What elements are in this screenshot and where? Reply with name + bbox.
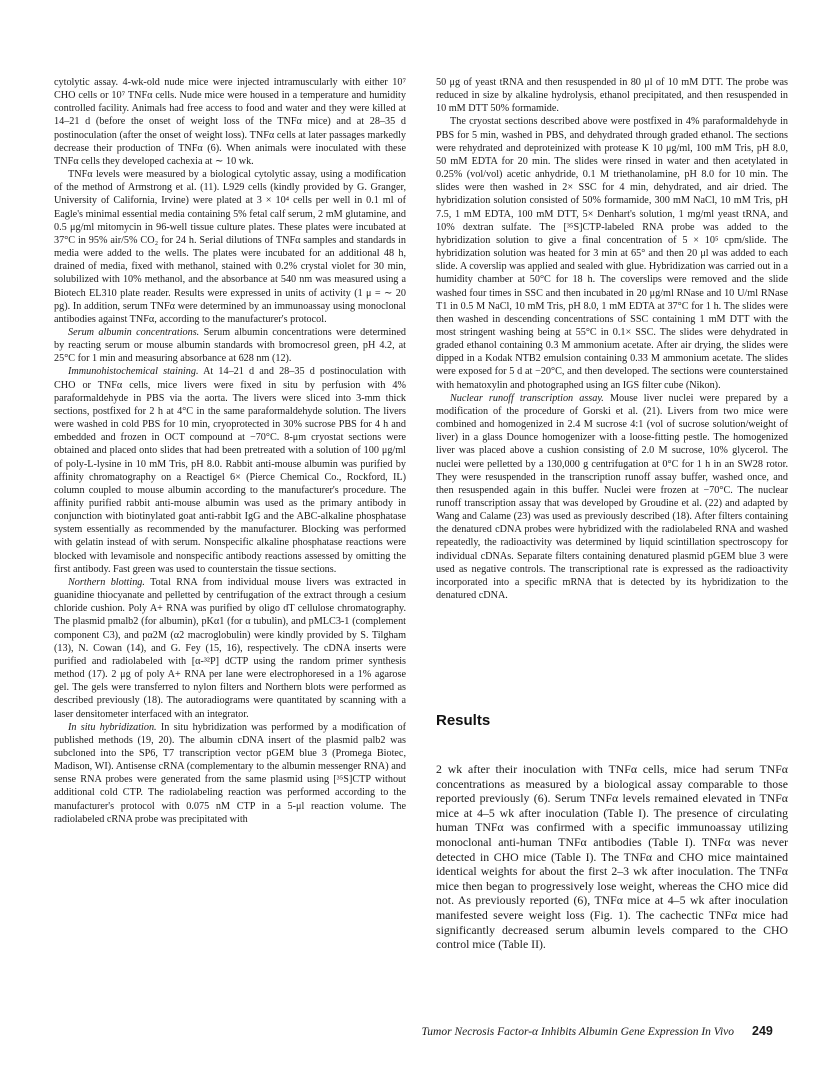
section-text-immunohistochemistry: At 14–21 d and 28–35 d postinoculation with CHO or TNFα cells, mice livers were fixed in situ by perfusion with 4% paraformaldehyde in PBS via the aorta. The livers were sliced into 3-mm thick sections, postfixed for 2 h at 4°C in the same paraformaldehyde solution. The livers were washed in cold PBS for 10 min, cryoprotected in 30% sucrose PBS for 4 h and embedded and frozen in OCT compound at −70°C. 8-μm cryostat sections were obtained and placed onto slides that had been pretreated with a solution of 100 μg/ml of poly-L-lysine in 10 mM Tris, pH 8.0. Rabbit anti-mouse albumin was purified by affinity chromatography on a Reactigel 6× (Pierce Chemical Co., Rockford, IL) column coupled to mouse albumin according to the manufacturer's procedure. The affinity purified rabbit anti-mouse albumin was used as the primary antibody in conjunction with biotinylated goat anti-rabbit IgG and the ABC-alkaline phosphatase system essentially as recommended by the manufacturer. Blocking was performed with gelatin instead of with serum. Nonspecific alkaline phosphatase reactions were blocked with levamisole and nonspecific antibody reactions assessed by omitting the first antibody. Fast green was used to counterstain the tissue sections. [54,366,406,575]
section-text-in-situ: In situ hybridization was performed by a modification of published methods (19, 20). The albumin cDNA insert of the plasmid palb2 was subcloned into the SP6, T7 transcription vector pGEM blue 3 (Promega Biotec, Madison, WI). Antisense cRNA (complementary to the albumin messenger RNA) and sense RNA probes were generated from the same plasmid using [³⁵S]CTP without additional cold CTP. The radiolabeling reaction was performed according to the manufacturer's protocol with 0.075 nM CTP in a 5-μl reaction volume. The radiolabeled cRNA probe was precipitated with [54,721,406,825]
section-text-nuclear-runoff: Mouse liver nuclei were prepared by a modification of the procedure of Gorski et al. (21). Livers from two mice were combined and homogenized in 2.4 M sucrose 4:1 (vol of sucrose solution/weight of liver) in a glass Dounce homogenizer with a loose-fitting pestle. The homogenized liver was placed above a cushion consisting of 2.0 M sucrose, 10% glycerol. The nuclei were pelletted by a 130,000 g centrifugation at 0°C for 1 h in an SW28 rotor. They were resuspended in the transcription runoff assay buffer, washed once, and then resuspended again in this buffer. Nuclei were frozen at −70°C. The nuclear runoff transcription assay that was developed by Groudine et al. (22) and adapted by Wang and Calame (23) was used as previously described (18). After filters containing the denatured cDNA probes were hybridized with the radiolabeled RNA and washed repeatedly, the radioactivity was determined by liquid scintillation spectroscopy for individual cDNAs. Separate filters containing denatured plasmid pGEM blue 3 were used as negative controls. The transcriptional rate is expressed as the radioactivity incorporated into a specific mRNA that is detected by its hybridization to the denatured cDNA. [436,392,788,602]
section-text-northern-blotting: Total RNA from individual mouse livers was extracted in guanidine thiocyanate and pelletted by centrifugation of the extract through a cesium chloride cushion. Poly A+ RNA was purified by oligo dT cellulose chromatography. The plasmid pmalb2 (for albumin), pKα1 (for α tubulin), and pMLC3-1 (complement component C3), and pα2M (α2 macroglobulin) were kindly provided by S. Tilgham (13), N. Cowan (14), and G. Fey (15, 16), respectively. The cDNA inserts were purified and radiolabeled with [α-³²P] dCTP using the random primer synthesis method (17). 2 μg of poly A+ RNA per lane were electrophoresed in a 1% agarose gel. The gels were transferred to nylon filters and Northern blots were performed as described previously (18). The autoradiograms were quantitated by scanning with a laser densitometer interfaced with an integrator. [54,576,406,720]
results-paragraph: 2 wk after their inoculation with TNFα cells, mice had serum TNFα concentrations as measured by a biological assay comparable to those reported previously (6). Serum TNFα levels remained elevated in TNFα mice at 4–5 wk after inoculation (Table I). The presence of circulating human TNFα was confirmed with a specific immunoassay utilizing monoclonal anti-human TNFα antibodies (Table I). TNFα was never detected in CHO mice (Table I). The TNFα and CHO mice maintained identical weights for about the first 2–3 wk after inoculation. The TNFα mice then began to progressively lose weight, whereas the CHO mice did not. As previously reported (6), TNFα mice at 4–5 wk after inoculation manifested severe weight loss (Fig. 1). The cachectic TNFα mice had significantly decreased serum albumin levels compared to the CHO control mice (Table II). [436,762,788,952]
section-heading-nuclear-runoff: Nuclear runoff transcription assay. [450,392,604,404]
methods-section-northern-blotting [54,576,406,721]
left-column [54,76,406,826]
right-column [436,76,788,602]
methods-paragraph-hybridization: The cryostat sections described above were postfixed in 4% paraformaldehyde in PBS for 5 min, washed in PBS, and dehydrated through graded ethanol. The sections were rehydrated and deproteinized with protease K 10 μg/ml, 100 mM Tris, pH 8.0, 50 mM EDTA for 20 min. The slides were rinsed in water and then acetylated in 0.25% (vol/vol) acetic anhydride, 0.1 M triethanolamine, pH 8.0 for 10 min. The slides were then washed in 2× SSC for 4 min, dehydrated, and air dried. The hybridization solution consisted of 50% formamide, 300 mM NaCl, 10 mM Tris, pH 7.5, 1 mM EDTA, 100 mM DTT, 5× Denhart's solution, 1 mg/ml yeast tRNA, and 10% dextran sulfate. The [³⁵S]CTP-labeled RNA probe was added to the hybridization solution to give a final concentration of 5 × 10⁵ cpm/slide. The hybridization solution was heated for 3 min at 65° and then 20 μl was added to each slide. A coverslip was applied and sealed with glue. Hybridization was carried out in a humidity chamber at 50°C for 18 h. The coverslips were removed and the slide washed four times in SSC and then incubated in 20 μg/ml RNase and 10 U/ml RNase T1 in 0.5 M NaCl, 10 mM Tris, pH 8.0, 1 mM EDTA at 37°C for 1 h. The slides were then washed in descending concentrations of SSC containing 1 mM DTT with the most stringent washing being at 55°C in 0.1× SSC. The slides were dehydrated in graded ethanol containing 0.3 M ammonium acetate. After air drying, the slides were dipped in a Kodak NTB2 emulsion containing 0.33 M ammonium acetate. The slides were exposed for 5 d at −20°C, and then developed. The sections were counterstained with hematoxylin and photographed using an IGS filter cube (Nikon). [436,116,788,391]
methods-section-immunohistochemistry [54,365,406,576]
methods-paragraph-tnf-assay: TNFα levels were measured by a biological cytolytic assay, using a modification of the method of Armstrong et al. (11). L929 cells (kindly provided by G. Granger, University of California, Irvine) were plated at 3 × 10⁴ cells per well in 0.1 ml of Eagle's minimal essential media containing 5% fetal calf serum, 2 mM glutamine, and 0.5 μg/ml mitomycin in 96-well tissue culture plates. These plates were incubated at 37°C in 95% air/5% CO₂ for 24 h. Serial dilutions of TNFα samples and standards in media were added to the wells. The plates were incubated for an additional 48 h, drained of media, fixed with methanol, stained with 0.2% crystal violet for 30 min, solubilized with 10% methanol, and the absorbance at 540 nm was measured using a Biotech EL310 plate reader. Results were expressed in units of activity (1 μ = ∼ 20 pg). In addition, serum TNFα were determined by an immunoassay using monoclonal antibodies against TNFα, according to the manufacturer's protocol. [54,169,406,325]
section-text-serum-albumin: Serum albumin concentrations were determined by reacting serum or mouse albumin standards with bromocresol green, pH 4.2, at 25°C for 1 min and measuring absorbance at 628 nm (12). [54,326,406,365]
methods-section-in-situ [54,721,406,826]
results-body [436,762,788,952]
methods-paragraph-probe: 50 μg of yeast tRNA and then resuspended in 80 μl of 10 mM DTT. The probe was reduced in size by alkaline hydrolysis, ethanol precipitated, and then resuspended in 10 mM DTT 50% formamide. [436,77,788,115]
methods-section-serum-albumin [54,326,406,365]
section-heading-in-situ: In situ hybridization. [68,721,157,733]
section-heading-immunohistochemistry: Immunohistochemical staining. [68,366,199,378]
running-title: Tumor Necrosis Factor-α Inhibits Albumin Gene Expression In Vivo [421,1026,734,1038]
methods-section-nuclear-runoff [436,392,788,603]
methods-paragraph-mice: cytolytic assay. 4-wk-old nude mice were injected intramuscularly with either 10⁷ CHO cells or 10⁷ TNFα cells. Nude mice were housed in a temperature and humidity controlled facility. Animals had free access to food and water and they were killed at 14–21 d (before the onset of weight loss of the TNFα mice) and at 28–35 d postinoculation (after the onset of weight loss). TNFα cells at later passages markedly decrease their production of TNFα (6). When animals were inoculated with these TNFα cells they developed cachexia at ∼ 10 wk. [54,77,406,167]
page-number: 249 [752,1024,773,1038]
results-heading: Results [436,712,491,729]
section-heading-serum-albumin: Serum albumin concentrations. [68,326,200,338]
section-heading-northern-blotting: Northern blotting. [68,576,145,588]
